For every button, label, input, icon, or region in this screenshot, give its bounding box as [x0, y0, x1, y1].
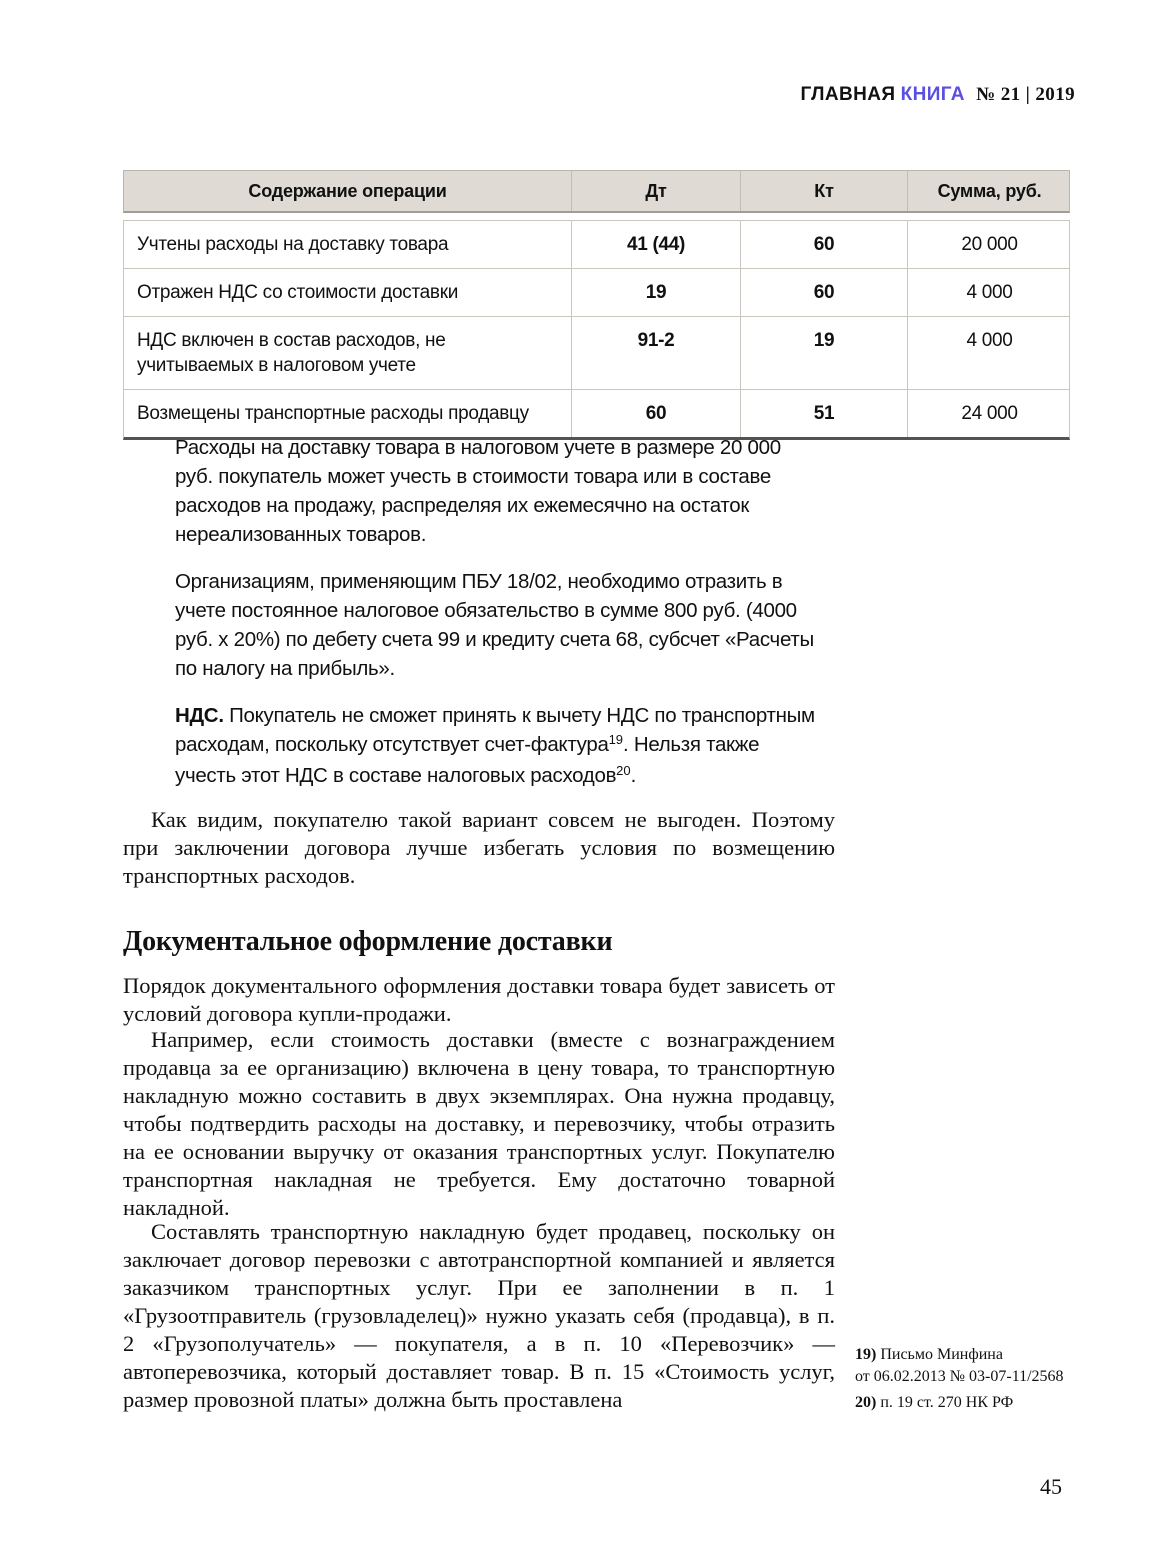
brand-name-part2: КНИГА [900, 84, 965, 105]
nds-text-part1: Покупатель не сможет принять к вычету НДС по транспортным расходам, поскольку отсутствует счет-фактура [175, 704, 815, 756]
footnote-ref-20: 20 [616, 763, 631, 778]
example-block-pbu: Организациям, применяющим ПБУ 18/02, необходимо отразить в учете постоянное налоговое обязательство в сумме 800 руб. (4000 руб. х 20%) по дебету счета 99 и кредиту счета 68, субсчет «Расчеты по налогу на прибыль». [175, 570, 814, 680]
footnote-20 [855, 1392, 1100, 1414]
example-block-nds [175, 701, 820, 792]
cell-sum: 4 000 [907, 317, 1071, 389]
cell-sum: 24 000 [907, 390, 1071, 437]
body-paragraph-waybill: Составлять транспортную накладную будет продавец, поскольку он заключает договор перевозки с автотранспортной компанией и является заказчиком транспортных услуг. При ее заполнении в п. 1 «Грузоотправитель (грузовладелец)» нужно указать себя (продавца), в п. 2 «Грузополучатель» — покупателя, а в п. 10 «Перевозчик» — автоперевозчика, который доставляет товар. В п. 15 «Стоимость услуг, размер провозной платы» должна быть проставлена [123, 1219, 835, 1412]
margin-footnotes [855, 1344, 1100, 1414]
cell-operation: Учтены расходы на доставку товара [137, 234, 449, 255]
col-header-dt: Дт [571, 171, 740, 211]
example-block-tax-accounting: Расходы на доставку товара в налоговом учете в размере 20 000 руб. покупатель может учесть в стоимости товара или в составе расходов на продажу, распределяя их ежемесячно на остаток нереализованных товаров. [175, 436, 781, 546]
accounting-entries-table [123, 170, 1070, 440]
cell-operation: Возмещены транспортные расходы продавцу [137, 403, 529, 424]
cell-operation: НДС включен в состав расходов, не учитываемых в налоговом учете [137, 330, 446, 376]
nds-lead-label: НДС. [175, 704, 224, 727]
cell-dt: 91-2 [571, 317, 740, 389]
section-heading: Документальное оформление доставки [123, 926, 613, 957]
table-body [123, 220, 1070, 440]
footnote-20-text: п. 19 ст. 270 НК РФ [880, 1394, 1014, 1411]
cell-dt: 60 [571, 390, 740, 437]
col-header-kt: Кт [740, 171, 907, 211]
cell-kt: 60 [740, 269, 907, 316]
brand-name-part1: ГЛАВНАЯ [800, 84, 896, 105]
cell-dt: 41 (44) [571, 221, 740, 268]
cell-sum: 20 000 [907, 221, 1071, 268]
nds-text-part3: . [630, 764, 637, 787]
table-row [124, 317, 1069, 390]
body-paragraph-example: Например, если стоимость доставки (вместе с вознаграждением продавца за ее организацию) включена в цену товара, то транспортную накладную можно составить в двух экземплярах. Она нужна продавцу, чтобы подтвердить расходы на доставку, и перевозчику, чтобы отразить на ее основании выручку от оказания транспортных услуг. Покупателю транспортная накладная не требуется. Ему достаточно товарной накладной. [123, 1027, 835, 1220]
cell-dt: 19 [571, 269, 740, 316]
cell-kt: 51 [740, 390, 907, 437]
page-number: 45 [1040, 1474, 1062, 1499]
footnote-19-marker: 19) [855, 1346, 877, 1363]
footnote-19-line2: от 06.02.2013 № 03-07-11/2568 [855, 1368, 1064, 1385]
nds-text-part2: . Нельзя также учесть этот НДС в составе налоговых расходов [175, 733, 760, 787]
body-paragraph-intro: Порядок документального оформления доставки товара будет зависеть от условий договора купли-продажи. [123, 973, 835, 1026]
cell-kt: 60 [740, 221, 907, 268]
body-paragraph-conclusion: Как видим, покупателю такой вариант совсем не выгоден. Поэтому при заключении договора лучше избегать условия по возмещению транспортных расходов. [123, 807, 835, 888]
cell-kt: 19 [740, 317, 907, 389]
table-row [124, 269, 1069, 317]
footnote-ref-19: 19 [608, 732, 624, 747]
table-row [124, 390, 1069, 437]
col-header-operation: Содержание операции [248, 180, 447, 201]
footnote-19-line1: Письмо Минфина [880, 1346, 1003, 1363]
col-header-sum: Сумма, руб. [907, 171, 1071, 211]
table-row [124, 221, 1069, 269]
running-head [0, 84, 1075, 106]
cell-operation: Отражен НДС со стоимости доставки [137, 282, 459, 303]
cell-sum: 4 000 [907, 269, 1071, 316]
table-header-row [123, 170, 1070, 213]
footnote-20-marker: 20) [855, 1394, 877, 1411]
issue-number: № 21 | 2019 [976, 84, 1075, 105]
footnote-19 [855, 1344, 1100, 1388]
